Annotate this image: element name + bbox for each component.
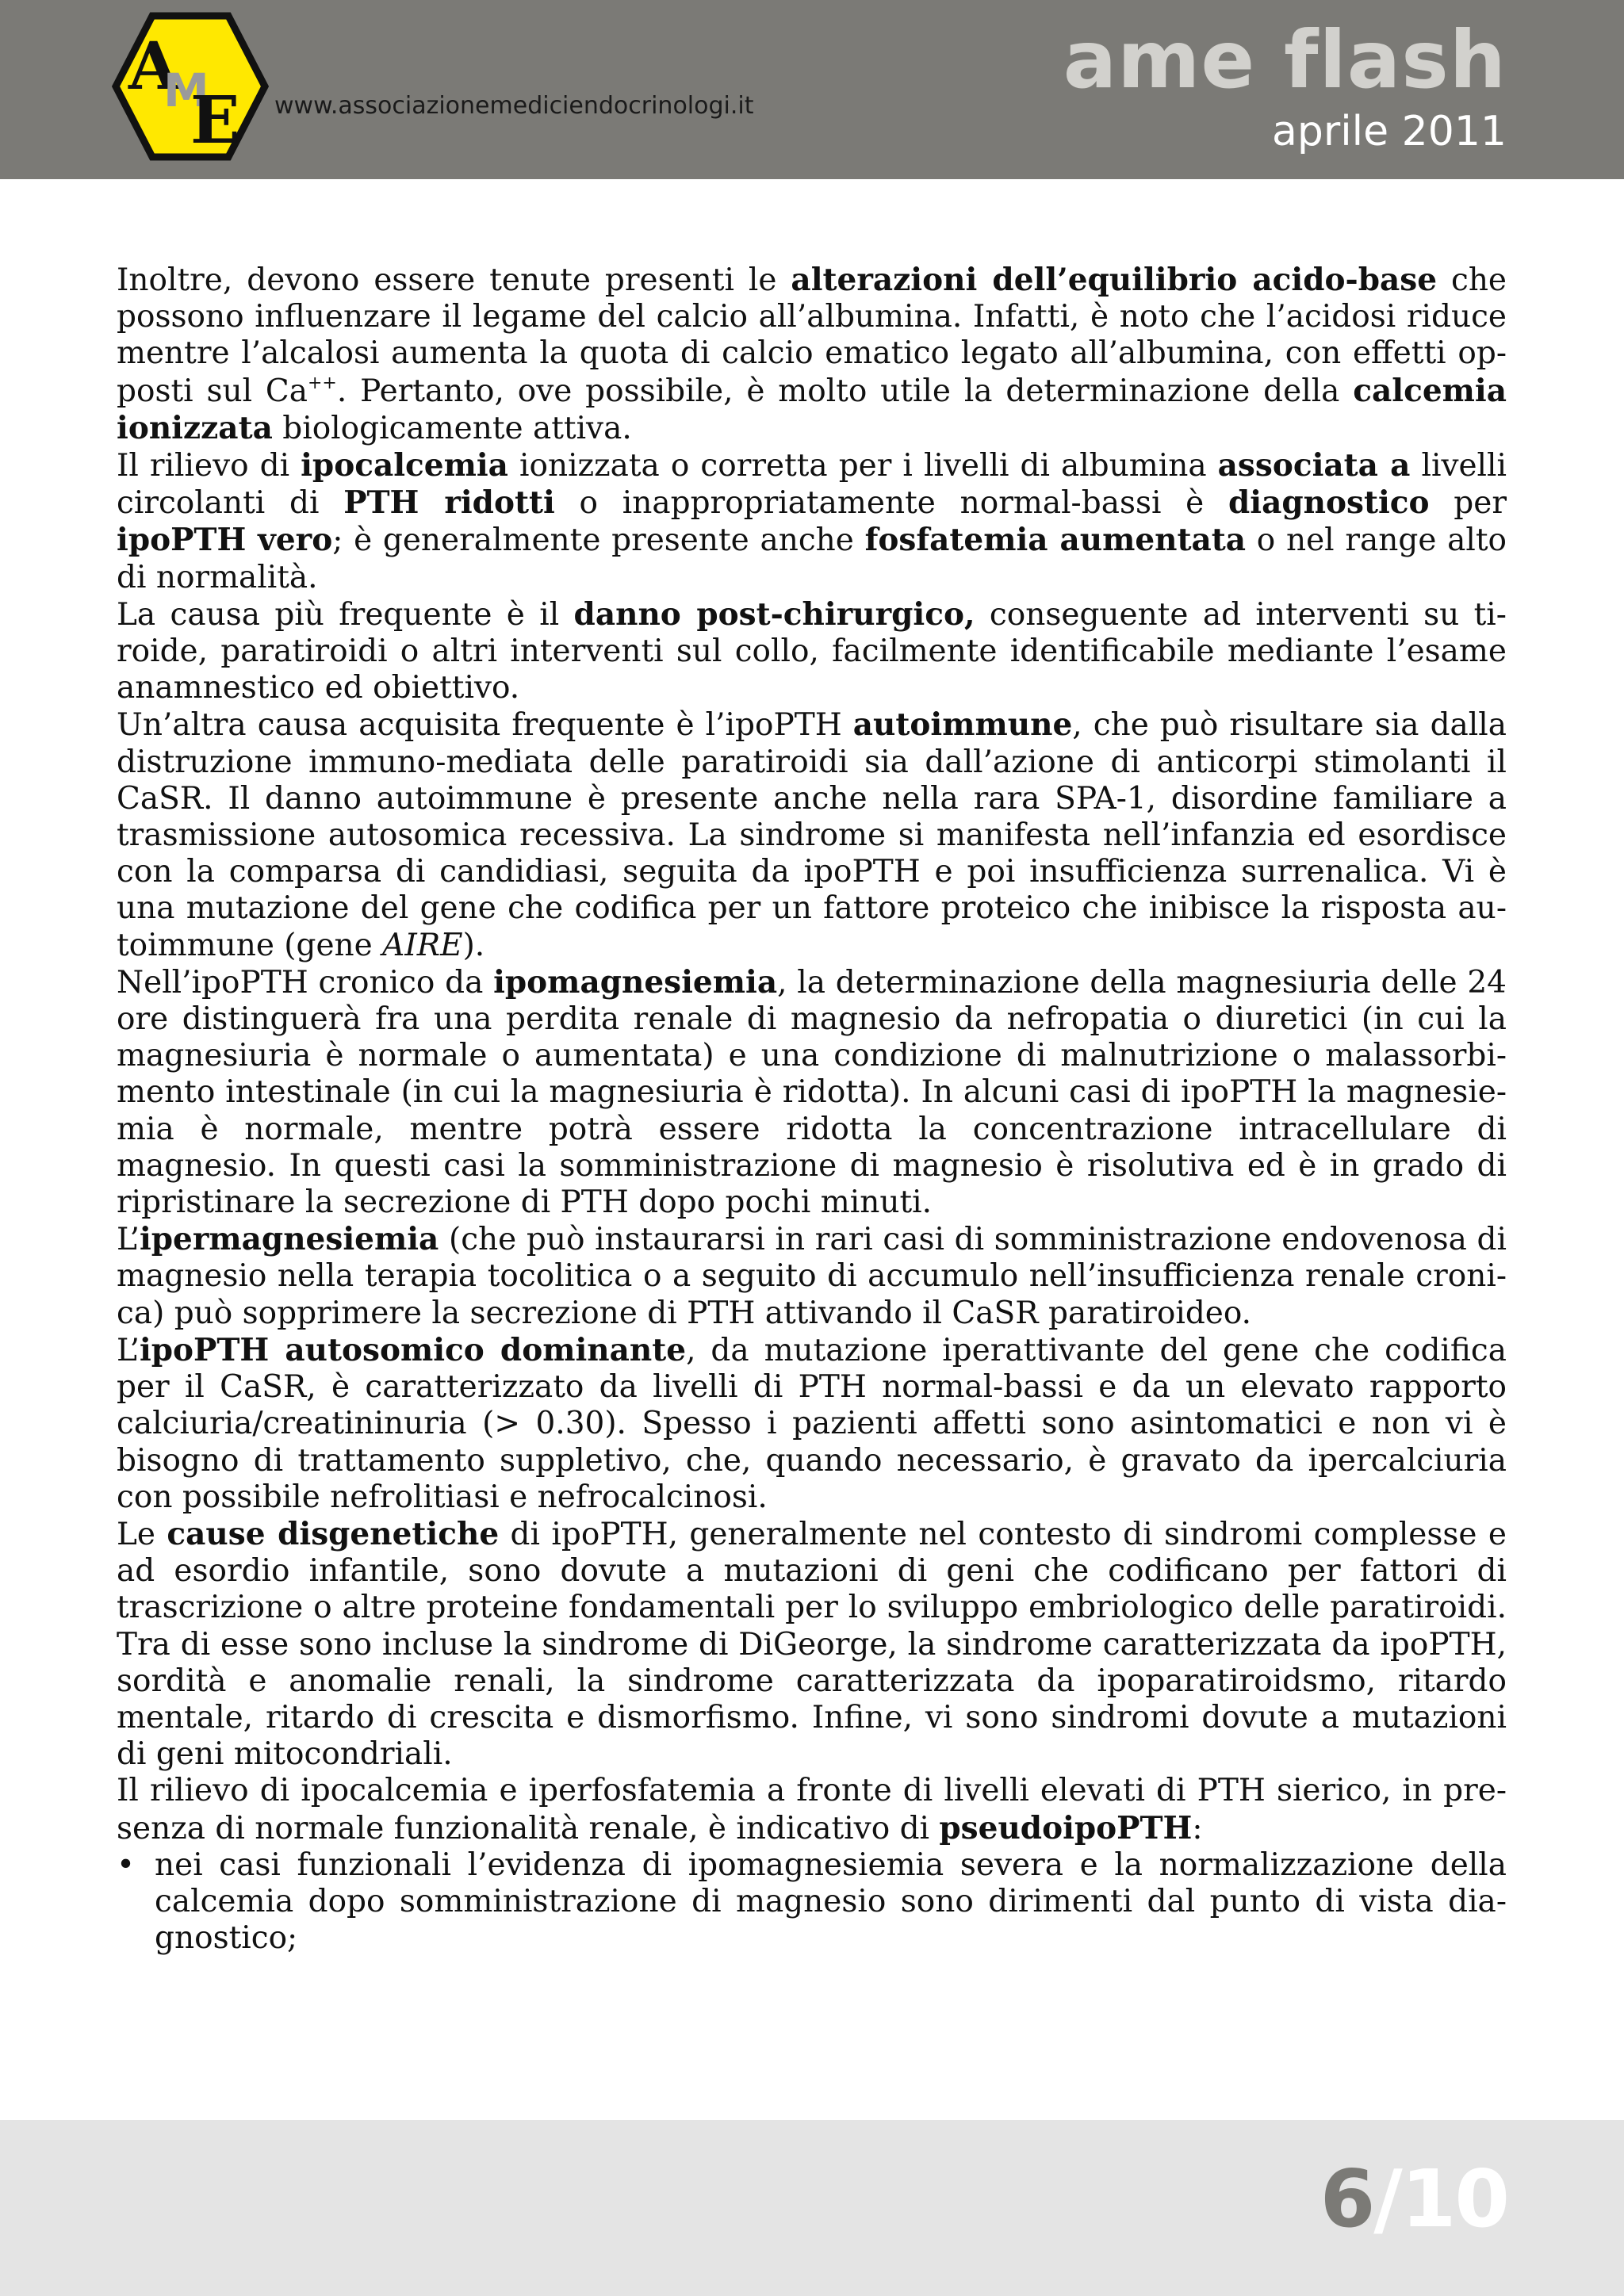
ame-logo [111, 11, 270, 162]
article-body [117, 262, 1507, 1957]
paragraph-hypomagnesemia: Nell’ipoPTH cronico da ipomagnesiemia, la determinazione della magnesiuria delle 24 ore distinguerà fra una perdita renale di magnesio da nefropatia o diuretici (in cui la magnesiuria è normale o aumentata) e una condizione di malnutrizione o malassorbimento intestinale (in cui la magnesiuria è ridotta). In alcuni casi di ipoPTH la magnesiemia è normale, mentre potrà essere ridotta la concentrazione intracellulare di magnesio. In questi casi la somministrazione di magnesio è risolutiva ed è in grado di ripristinare la secrezione di PTH dopo pochi minuti. [117, 963, 1507, 1221]
paragraph-autosomal-dominant: L’ipoPTH autosomico dominante, da mutazione iperattivante del gene che codifica per il CaSR, è caratterizzato da livelli di PTH normal-bassi e da un elevato rapporto calciuria/creatininuria (> 0.30). Spesso i pazienti affetti sono asintomatici e non vi è bisogno di trattamento suppletivo, che, quando necessario, è gravato da ipercalciuria con possibile nefrolitiasi e nefrocalcinosi. [117, 1331, 1507, 1515]
logo-letter-e: E [190, 82, 240, 159]
paragraph-true-hypopth: Il rilievo di ipocalcemia ionizzata o corretta per i livelli di albumina associata a livelli circolanti di PTH ridotti o inappropriatamente normal-bassi è diagnostico per ipoPTH vero; è generalmente presente anche fosfatemia aumentata o nel range alto di normalità. [117, 447, 1507, 595]
paragraph-acid-base: Inoltre, devono essere tenute presenti le alterazioni dell’equilibrio acido-base che possono influenzare il legame del calcio all’albumina. Infatti, è noto che l’acidosi riduce mentre l’alcalosi aumenta la quota di calcio ematico legato all’albumina, con effetti opposti sul Ca++. Pertanto, ove possibile, è molto utile la determinazione della calcemia ionizzata biologicamente attiva. [117, 262, 1507, 446]
paragraph-pseudohypopth: Il rilievo di ipocalcemia e iperfosfatemia a fronte di livelli elevati di PTH sierico, in presenza di normale funzionalità renale, è indicativo di pseudoipoPTH: [117, 1773, 1507, 1846]
site-url[interactable]: www.associazionemediciendocrinologi.it [274, 92, 754, 120]
page-number [1320, 2152, 1508, 2245]
issue-date: aprile 2011 [1271, 108, 1507, 155]
bullet-list [117, 1847, 1507, 1957]
paragraph-autoimmune: Un’altra causa acquisita frequente è l’ipoPTH autoimmune, che può risultare sia dalla distruzione immuno-mediata delle paratiroidi sia dall’azione di anticorpi stimolanti il CaSR. Il danno autoimmune è presente anche nella rara SPA-1, disordine familiare a trasmissione autosomica recessiva. La sindrome si manifesta nell’infanzia ed esordisce con la comparsa di candidiasi, seguita da ipoPTH e poi insufficienza surrenalica. Vi è una mutazione del gene che codifica per un fattore proteico che inibisce la risposta autoimmune (gene AIRE). [117, 706, 1507, 963]
logo-letter-a: A [128, 29, 179, 105]
page-total: 10 [1400, 2152, 1508, 2245]
paragraph-hypermagnesemia: L’ipermagnesiemia (che può instaurarsi in rari casi di somministrazione endovenosa di magnesio nella terapia tocolitica o a seguito di accumulo nell’insufficienza renale cronica) può sopprimere la secrezione di PTH attivando il CaSR paratiroideo. [117, 1221, 1507, 1331]
page-separator: / [1373, 2152, 1401, 2245]
newsletter-title: ame flash [1063, 13, 1507, 106]
logo-letter-m: M [163, 63, 209, 117]
page-current: 6 [1320, 2152, 1374, 2245]
paragraph-post-surgical: La causa più frequente è il danno post-chirurgico, conseguente ad interventi su tiroide, paratiroidi o altri interventi sul collo, facilmente identificabile mediante l’esame anamnestico ed obiettivo. [117, 595, 1507, 706]
paragraph-dysgenetic-causes: Le cause disgenetiche di ipoPTH, generalmente nel contesto di sindromi complesse e ad esordio infantile, sono dovute a mutazioni di geni che codificano per fattori di trascrizione o altre proteine fondamentali per lo sviluppo embriologico delle paratiroidi. Tra di esse sono incluse la sindrome di DiGeorge, la sindrome caratterizzata da ipoPTH, sordità e anomalie renali, la sindrome caratterizzata da ipoparatiroidsmo, ritardo mentale, ritardo di crescita e dismorfismo. Infine, vi sono sindromi dovute a mutazioni di geni mitocondriali. [117, 1515, 1507, 1773]
page-header [0, 0, 1624, 179]
list-item: • nei casi funzionali l’evidenza di ipomagnesiemia severa e la normalizzazione della calcemia dopo somministrazione di magnesio sono dirimenti dal punto di vista diagnostico; [117, 1847, 1507, 1957]
